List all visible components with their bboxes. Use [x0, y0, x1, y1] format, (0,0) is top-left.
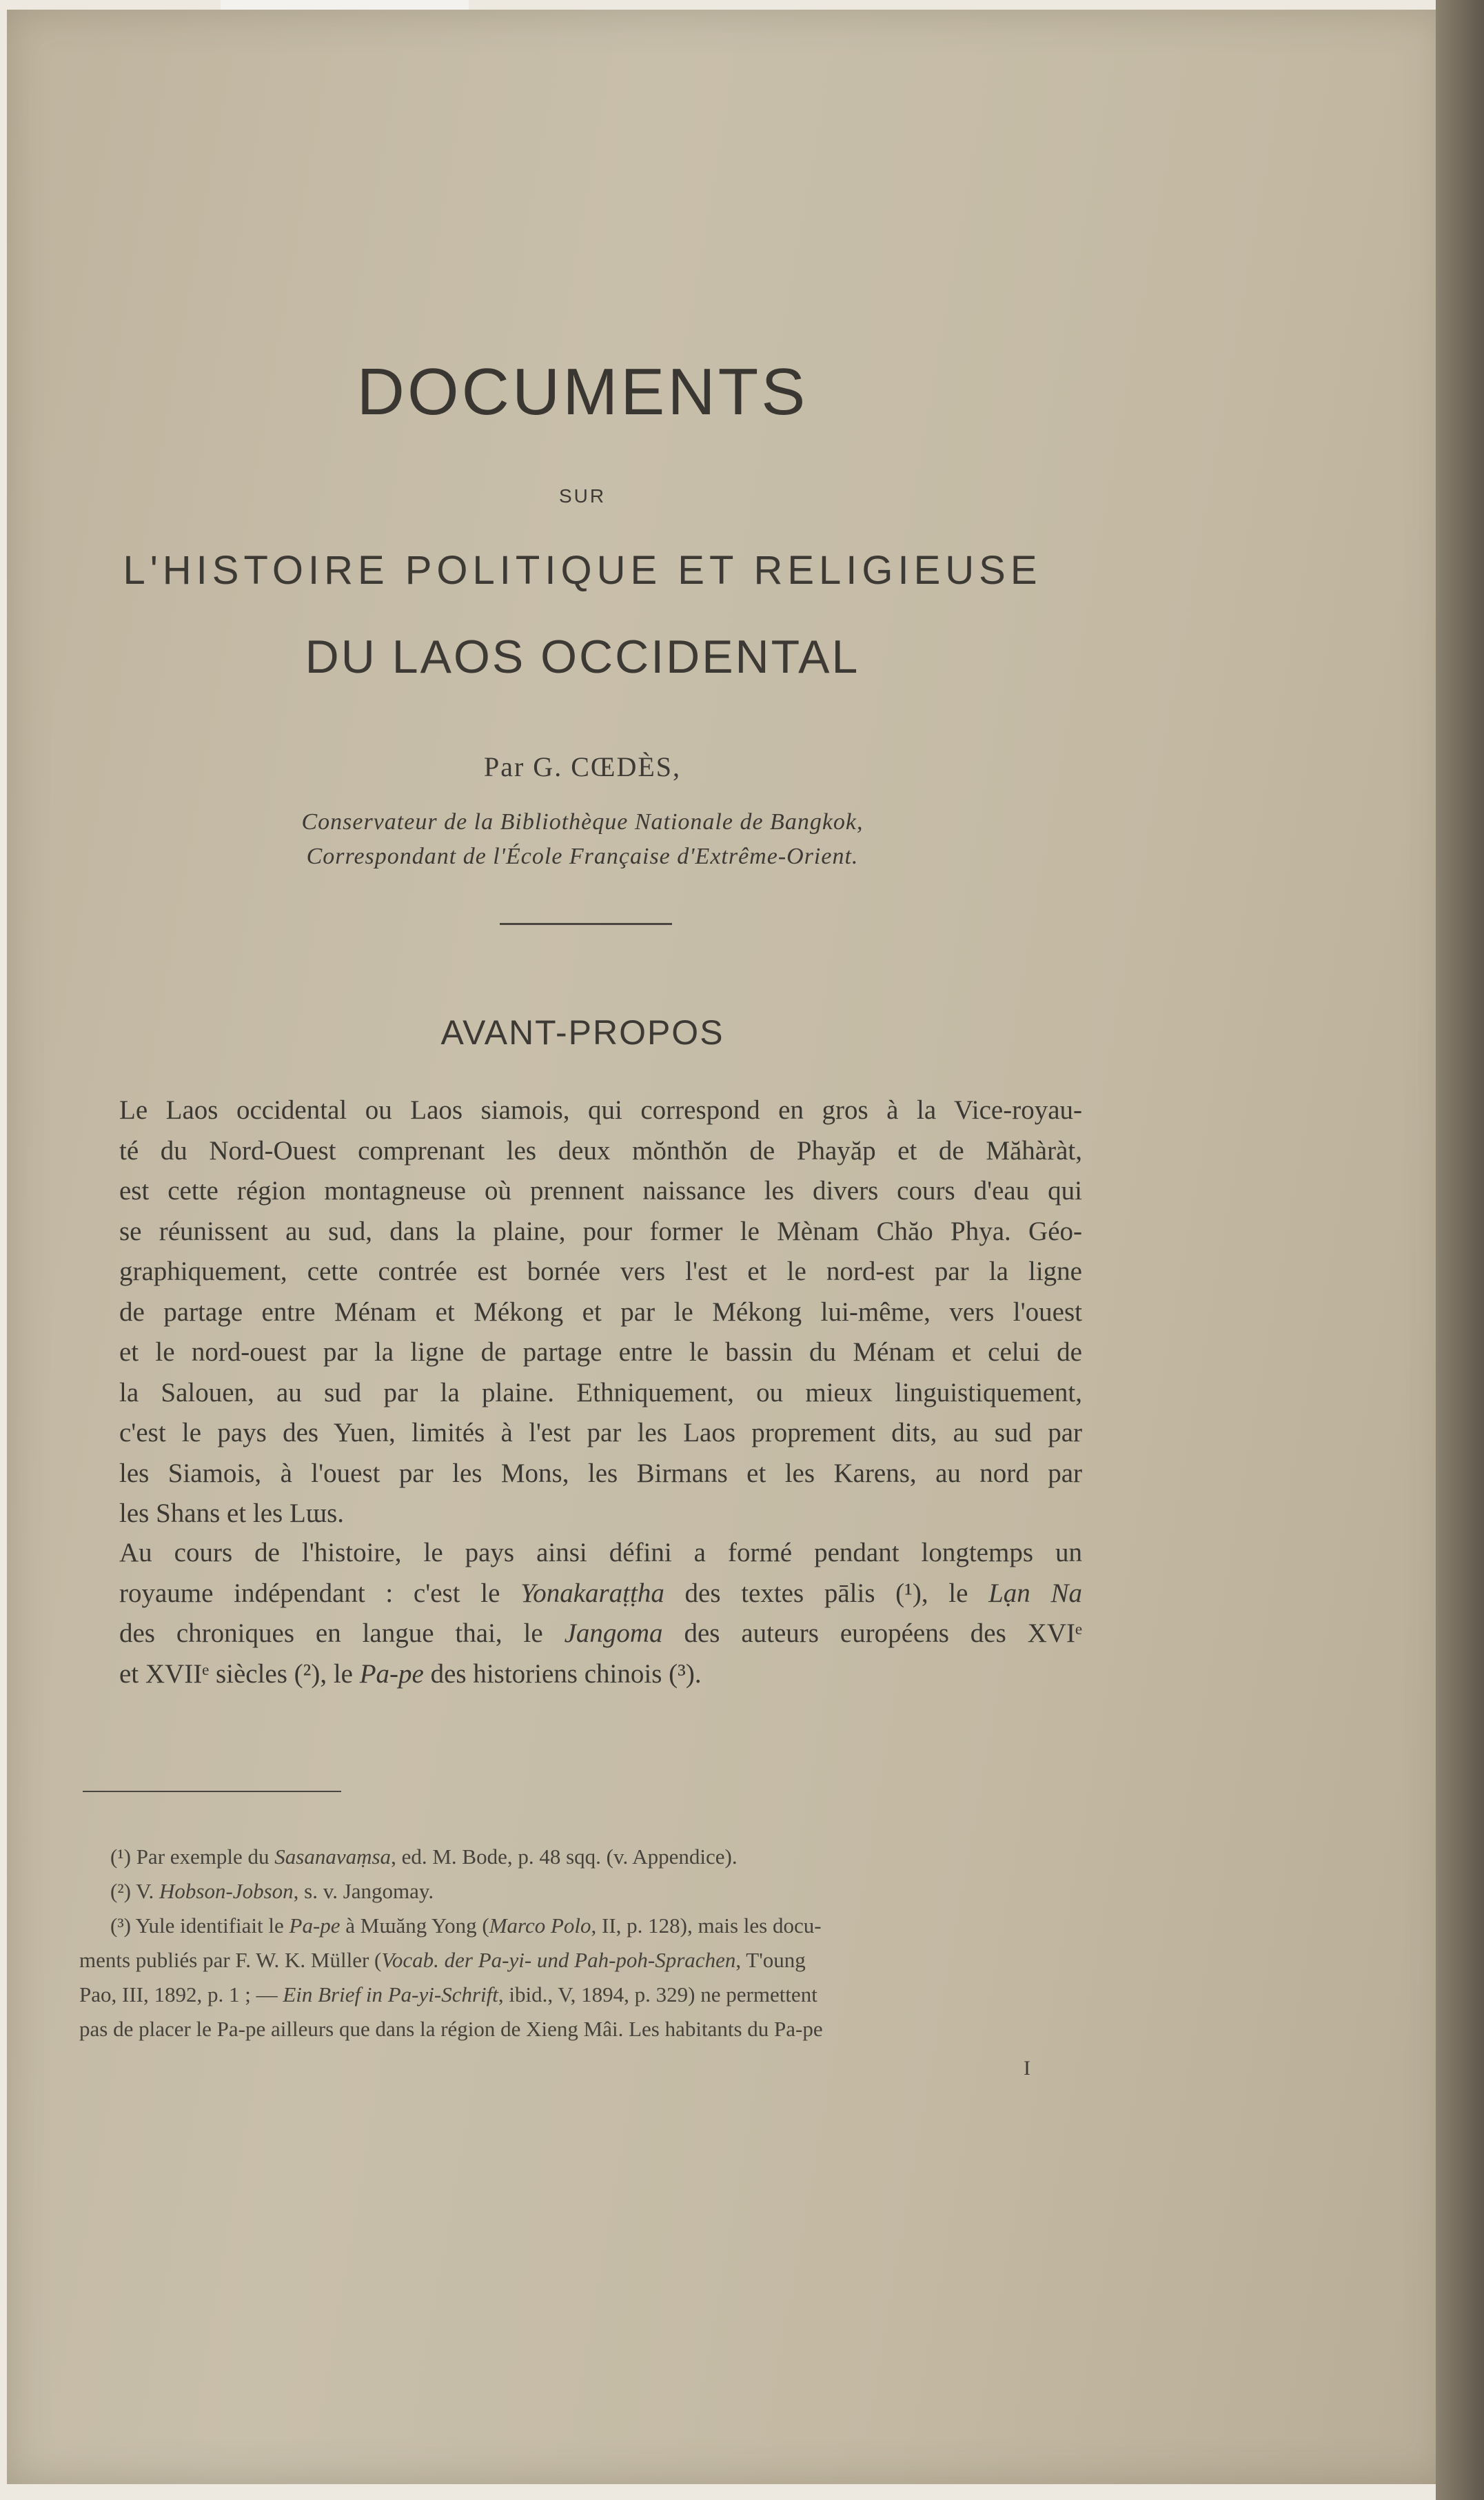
paragraph-line: té du Nord-Ouest comprenant les deux mŏnthŏn de Phayăp et de Măhàràt,	[119, 1135, 1082, 1166]
text-run: des auteurs européens des XVIᵉ	[662, 1618, 1082, 1648]
text-run: , II, p. 128), mais les docu-	[591, 1913, 822, 1938]
author-affiliation-1: Conservateur de la Bibliothèque Nationale de Bangkok,	[301, 809, 864, 835]
text-run: Pao, III, 1892, p. 1 ; —	[79, 1982, 283, 2006]
text-run: des historiens chinois (³).	[423, 1658, 702, 1689]
paragraph-2	[79, 1533, 1082, 1694]
subtitle-line-2: DU LAOS OCCIDENTAL	[305, 631, 860, 683]
italic-term: Vocab. der Pa-yi- und Pah-poh-Sprachen	[381, 1948, 736, 1972]
paragraph-line: la Salouen, au sud par la plaine. Ethniquement, ou mieux linguistiquement,	[119, 1377, 1082, 1407]
text-run: , ed. M. Bode, p. 48 sqq. (v. Appendice).	[391, 1844, 738, 1869]
paragraph-line: Le Laos occidental ou Laos siamois, qui correspond en gros à la Vice-royau-	[119, 1095, 1082, 1125]
paragraph-line	[79, 1574, 1082, 1614]
footnote-3-cont	[79, 1943, 1086, 1978]
paper-strip	[221, 0, 469, 10]
text-run: (³) Yule identifiait le	[110, 1913, 289, 1938]
paragraph-line: est cette région montagneuse où prennent naissance les divers cours d'eau qui	[119, 1176, 1082, 1206]
paragraph-line	[79, 1654, 1082, 1695]
title-divider	[500, 923, 672, 925]
italic-term: Marco Polo	[489, 1913, 591, 1938]
page-number: I	[1024, 2057, 1030, 2080]
text-run: , s. v. Jangomay.	[293, 1879, 434, 1903]
text-run: et XVIIᵉ siècles (²), le	[119, 1658, 360, 1689]
page-title: DOCUMENTS	[356, 355, 809, 429]
italic-term: Ein Brief in Pa-yi-Schrift	[283, 1982, 498, 2006]
italic-term: Yonakaraṭṭha	[520, 1578, 664, 1608]
italic-term: Jangoma	[564, 1618, 663, 1648]
footnote-3-cont: pas de placer le Pa-pe ailleurs que dans la région de Xieng Mâi. Les habitants du Pa-pe	[79, 2017, 823, 2041]
paragraph-line	[79, 1614, 1082, 1654]
paragraph-line: de partage entre Ménam et Mékong et par le Mékong lui-même, vers l'ouest	[119, 1297, 1082, 1327]
footnote-1	[79, 1840, 1086, 1874]
author-line: Par G. CŒDÈS,	[483, 751, 682, 782]
text-run: (¹) Par exemple du	[110, 1844, 275, 1869]
italic-term: Pa-pe	[359, 1658, 424, 1689]
footnote-3-cont	[79, 1978, 1086, 2012]
italic-term: Pa-pe	[289, 1913, 340, 1938]
text-run: des chroniques en langue thai, le	[119, 1618, 565, 1648]
footnote-3	[79, 1909, 1086, 1943]
italic-term: Sasanavaṃsa	[274, 1844, 392, 1869]
title-connector: SUR	[558, 485, 607, 507]
text-run: royaume indépendant : c'est le	[119, 1578, 521, 1608]
text-run: (²) V.	[110, 1879, 160, 1903]
paragraph-line: se réunissent au sud, dans la plaine, pour former le Mènam Chăo Phya. Géo-	[119, 1216, 1082, 1246]
footnote-2	[79, 1874, 1086, 1909]
author-affiliation-2: Correspondant de l'École Française d'Extrême-Orient.	[306, 844, 859, 869]
text-run: , ibid., V, 1894, p. 329) ne permettent	[498, 1982, 817, 2006]
text-run: , T'oung	[735, 1948, 806, 1972]
footnotes	[79, 1840, 1086, 2046]
paragraph-line: Au cours de l'histoire, le pays ainsi défini a formé pendant longtemps un	[119, 1538, 1082, 1567]
page-content	[7, 10, 1447, 2484]
subtitle-line-1: L'HISTOIRE POLITIQUE ET RELIGIEUSE	[123, 548, 1042, 593]
text-run: à Mɯăng Yong (	[340, 1913, 489, 1938]
paragraph-line: et le nord-ouest par la ligne de partage entre le bassin du Ménam et celui de	[119, 1337, 1082, 1367]
paragraph-line: c'est le pays des Yuen, limités à l'est par les Laos proprement dits, au sud par	[119, 1418, 1082, 1447]
document-page	[7, 10, 1447, 2484]
text-run: des textes pālis (¹), le	[664, 1578, 989, 1608]
book-edge	[1436, 0, 1484, 2500]
footnote-divider	[83, 1791, 341, 1792]
paragraph-line: graphiquement, cette contrée est bornée vers l'est et le nord-est par la ligne	[119, 1257, 1082, 1286]
paragraph-line: les Siamois, à l'ouest par les Mons, les Birmans et les Karens, au nord par	[119, 1458, 1082, 1488]
text-run: ments publiés par F. W. K. Müller (	[79, 1948, 382, 1972]
paragraph-1	[79, 1090, 1082, 1534]
paragraph-line: les Shans et les Lɯs.	[119, 1498, 345, 1528]
italic-term: Lạn Na	[988, 1578, 1082, 1608]
italic-term: Hobson-Jobson	[159, 1879, 294, 1903]
section-heading: AVANT-PROPOS	[440, 1013, 724, 1052]
